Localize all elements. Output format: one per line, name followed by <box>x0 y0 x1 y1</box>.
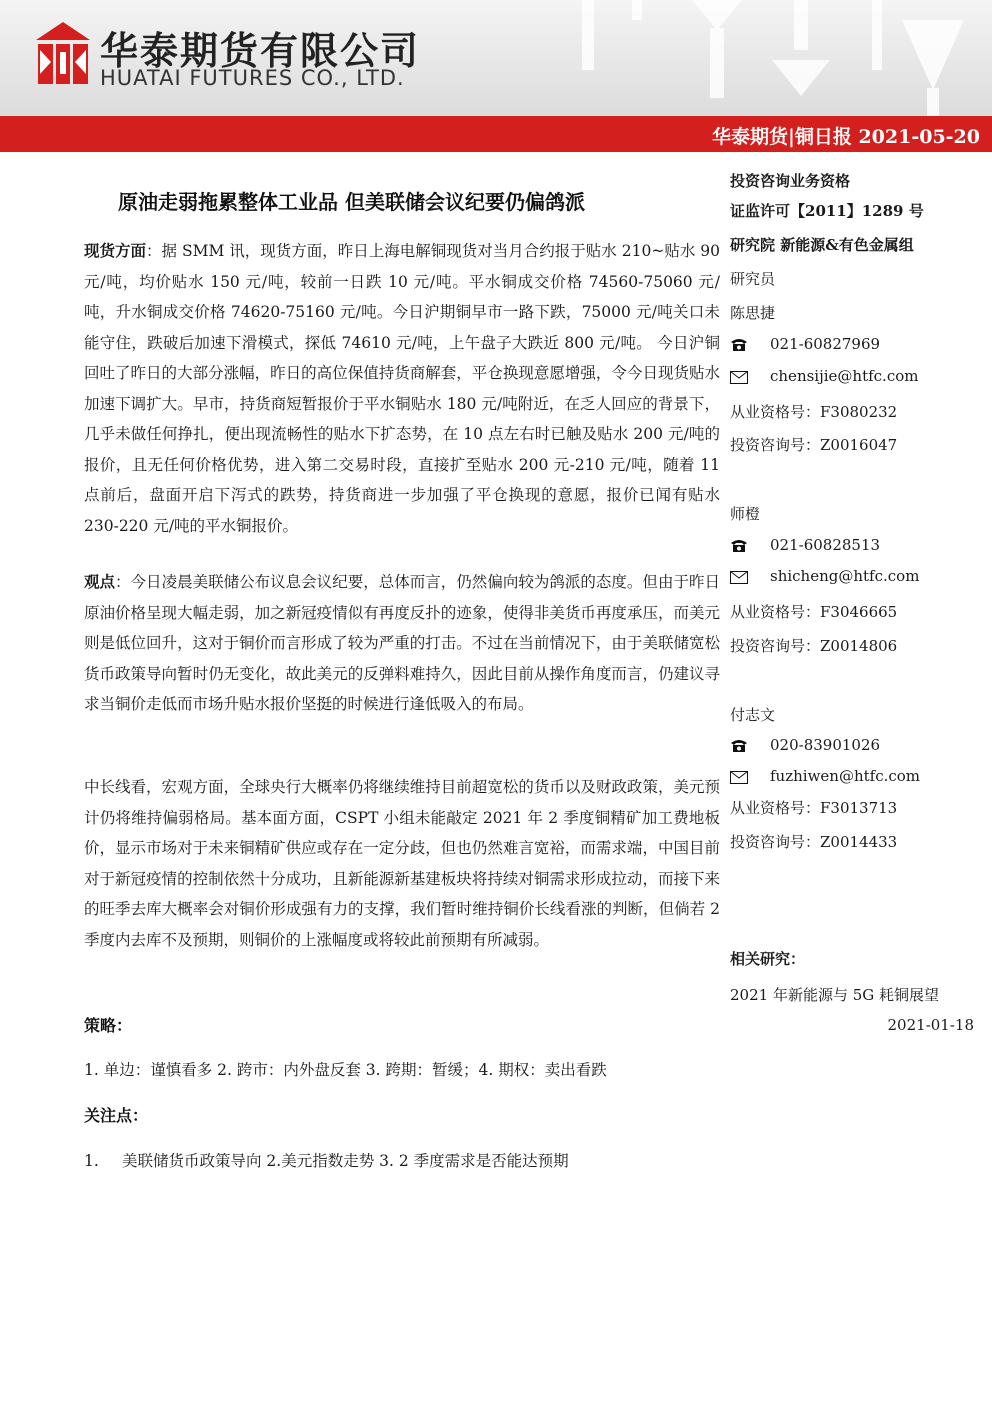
analyst-email-row[interactable] <box>730 367 918 385</box>
report-title: 原油走弱拖累整体工业品 但美联储会议纪要仍偏鸽派 <box>118 190 585 214</box>
analyst-email[interactable]: chensijie@htfc.com <box>770 367 919 385</box>
analyst-phone: 021-60828513 <box>770 536 881 554</box>
related-research-date: 2021-01-18 <box>887 1016 974 1034</box>
spot-text: ：据 SMM 讯，现货方面，昨日上海电解铜现货对当月合约报于贴水 210~贴水 90 元/吨，均价贴水 150 元/吨，较前一日跌 10 元/吨。平水铜成交价格 74560-75060 元/吨，升水铜成交价格 74620-75160 元/吨。今日沪期铜早市一路下跌，75000 元/吨关口未能守住，跌破后加速下滑模式，探低 74610 元/吨，上午盘子大跌近 800 元/吨。 今日沪铜回吐了昨日的大部分涨幅，昨日的高位保值持货商解套，平仓换现意愿增强，令今日现货贴水加速下调扩大。早市，持货商短暂报价于平水铜贴水 180 元/吨附近，在乏人回应的背景下，几乎未做任何挣扎，便出现流畅性的贴水下扩态势，在 10 点左右时已触及贴水 200 元/吨的报价，且无任何价格优势，进入第二交易时段，直接扩至贴水 200 元-210 元/吨，随着 11 点前后，盘面开启下泻式的跌势，持货商进一步加强了平仓换现的意愿，报价已闻有贴水 230-220 元/吨的平水铜报价。 <box>84 242 720 535</box>
analyst-name: 师橙 <box>730 505 761 523</box>
phone-icon <box>730 739 748 753</box>
analyst-cert-practice: 从业资格号：F3046665 <box>730 603 898 621</box>
report-bar-text: 华泰期货|铜日报 2021-05-20 <box>711 126 980 148</box>
license-number: 证监许可【2011】1289 号 <box>730 202 924 220</box>
analyst-email-row[interactable] <box>730 567 919 585</box>
analyst-email-row[interactable] <box>730 767 920 785</box>
qualification-title: 投资咨询业务资格 <box>730 172 851 190</box>
view-label: 观点 <box>84 572 116 591</box>
analyst-phone-row <box>730 536 880 554</box>
focus-text: 美联储货币政策导向 2.美元指数走势 3. 2 季度需求是否能达预期 <box>122 1152 569 1170</box>
focus-number: 1. <box>84 1152 99 1170</box>
company-name-cn: 华泰期货有限公司 <box>100 29 421 73</box>
analyst-name: 付志文 <box>730 706 776 724</box>
related-research-heading: 相关研究： <box>730 950 806 968</box>
department: 研究院 新能源&有色金属组 <box>730 236 914 254</box>
analyst-cert-consult: 投资咨询号：Z0014433 <box>730 833 898 851</box>
spot-label: 现货方面 <box>84 241 147 260</box>
analyst-cert-practice: 从业资格号：F3013713 <box>730 799 898 817</box>
focus-line <box>84 1149 569 1171</box>
analyst-cert-consult: 投资咨询号：Z0014806 <box>730 637 898 655</box>
header-decoration <box>572 0 992 116</box>
strategy-heading: 策略： <box>84 1016 133 1035</box>
analyst-phone-row <box>730 736 880 754</box>
email-icon <box>730 571 748 584</box>
long-term-paragraph: 中长线看，宏观方面，全球央行大概率仍将继续维持目前超宽松的货币以及财政政策，美元预计仍将维持偏弱格局。基本面方面，CSPT 小组未能敲定 2021 年 2 季度铜精矿加工费地板价，显示市场对于未来铜精矿供应或存在一定分歧，但也仍然难言宽裕，而需求端，中国目前对于新冠疫情的控制依然十分成功，且新能源新基建板块将持续对铜需求形成拉动，而接下来的旺季去库大概率会对铜价形成强有力的支撑，我们暂时维持铜价长线看涨的判断，但倘若 2 季度内去库不及预期，则铜价的上涨幅度或将较此前预期有所减弱。 <box>84 778 720 949</box>
spot-paragraph <box>84 236 720 541</box>
company-logo <box>36 22 90 86</box>
analyst-cert-consult: 投资咨询号：Z0016047 <box>730 436 898 454</box>
analyst-cert-practice: 从业资格号：F3080232 <box>730 403 898 421</box>
phone-icon <box>730 338 748 352</box>
phone-icon <box>730 539 748 553</box>
analyst-phone-row <box>730 335 880 353</box>
email-icon <box>730 371 748 384</box>
role-label: 研究员 <box>730 270 776 288</box>
report-bar <box>0 116 992 152</box>
header-band <box>0 0 992 116</box>
strategy-text: 1. 单边：谨慎看多 2. 跨市：内外盘反套 3. 跨期：暂缓；4. 期权：卖出看跌 <box>84 1061 607 1079</box>
analyst-phone: 020-83901026 <box>770 736 881 754</box>
analyst-email[interactable]: fuzhiwen@htfc.com <box>770 767 921 785</box>
related-research-item[interactable]: 2021 年新能源与 5G 耗铜展望 <box>730 986 940 1004</box>
focus-heading: 关注点： <box>84 1106 149 1125</box>
email-icon <box>730 771 748 784</box>
analyst-name: 陈思捷 <box>730 304 776 322</box>
analyst-phone: 021-60827969 <box>770 335 881 353</box>
view-text: ：今日凌晨美联储公布议息会议纪要，总体而言，仍然偏向较为鸽派的态度。但由于昨日原油价格呈现大幅走弱，加之新冠疫情似有再度反扑的迹象，使得非美货币再度承压，而美元则是低位回升，这对于铜价而言形成了较为严重的打击。不过在当前情况下，由于美联储宽松货币政策导向暂时仍无变化，故此美元的反弹料难持久，因此目前从操作角度而言，仍建议寻求当铜价走低而市场升贴水报价坚挺的时候进行逢低吸入的布局。 <box>84 573 720 713</box>
analyst-email[interactable]: shicheng@htfc.com <box>770 567 920 585</box>
view-paragraph <box>84 567 720 720</box>
company-name-en: HUATAI FUTURES CO., LTD. <box>100 66 405 90</box>
